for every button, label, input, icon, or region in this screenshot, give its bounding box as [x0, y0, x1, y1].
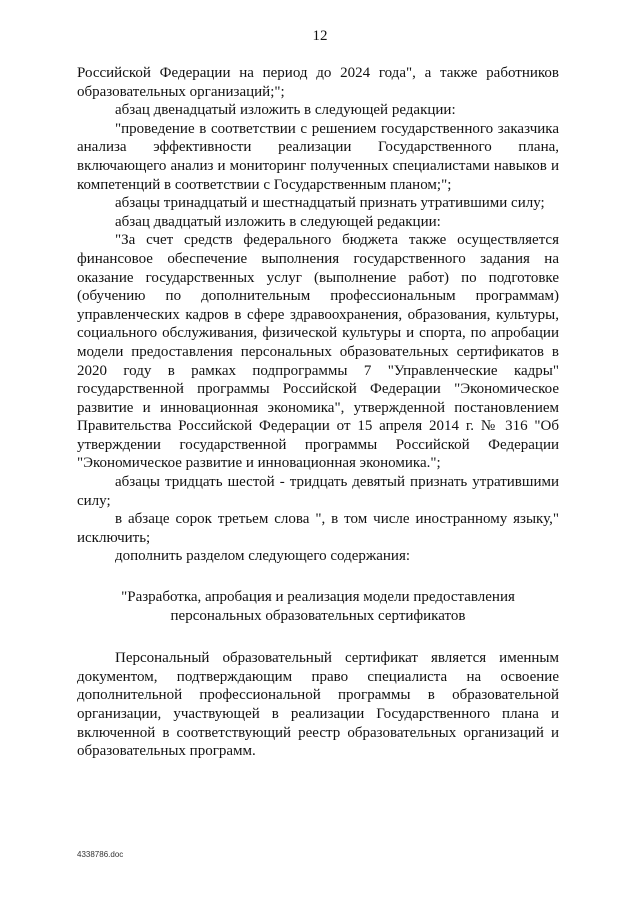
document-code: 4338786.doc: [77, 850, 124, 859]
page-number: 12: [312, 28, 328, 44]
paragraph-amendment-13-16: абзацы тринадцатый и шестнадцатый признать утратившими силу;: [115, 195, 545, 212]
section-heading: "Разработка, апробация и реализация модели предоставления персональных образовательных сертификатов: [121, 589, 515, 624]
section-paragraph: Персональный образовательный сертификат является именным документом, подтверждающим право специалиста на освоение дополнительной профессиональной программы в образовательной организации, участвующей в реализации Государственного плана и включенной в соответствующий реестр образовательных организаций и образовательных программ.: [77, 650, 559, 760]
paragraph-amendment-20: абзац двадцатый изложить в следующей редакции:: [115, 213, 441, 230]
paragraph-amendment-20-text: "За счет средств федерального бюджета также осуществляется финансовое обеспечение выполнения государственного задания на оказание государственных услуг (выполнение работ) по подготовке (обучению по дополнительным профессиональным программам) управленческих кадров в сфере здравоохранения, образования, культуры, социального обслуживания, физической культуры и спорта, по апробации модели предоставления персональных образовательных сертификатов в 2020 году в рамках подпрограммы 7 "Управленческие кадры" государственной программы Российской Федерации "Экономическое развитие и инновационная экономика", утвержденной постановлением Правительства Российской Федерации от 15 апреля 2014 г. № 316 "Об утверждении государственной программы Российской Федерации "Экономическое развитие и инновационная экономика.";: [77, 232, 559, 472]
paragraph-amendment-12-text: "проведение в соответствии с решением государственного заказчика анализа эффективности реализации Государственного плана, включающего анализ и мониторинг полученных специалистами навыков и компетенций в соответствии с Государственным планом;";: [77, 120, 559, 193]
paragraph-amendment-12: абзац двенадцатый изложить в следующей редакции:: [115, 102, 456, 119]
paragraph-amendment-43: в абзаце сорок третьем слова ", в том числе иностранному языку," исключить;: [77, 511, 559, 546]
document-body: [77, 64, 559, 761]
paragraph-amendment-36-39: абзацы тридцать шестой - тридцать девятый признать утратившими силу;: [77, 474, 559, 509]
paragraph-continuation: Российской Федерации на период до 2024 года", а также работников образовательных организаций;";: [77, 65, 559, 100]
paragraph-add-section: дополнить разделом следующего содержания:: [115, 548, 411, 565]
